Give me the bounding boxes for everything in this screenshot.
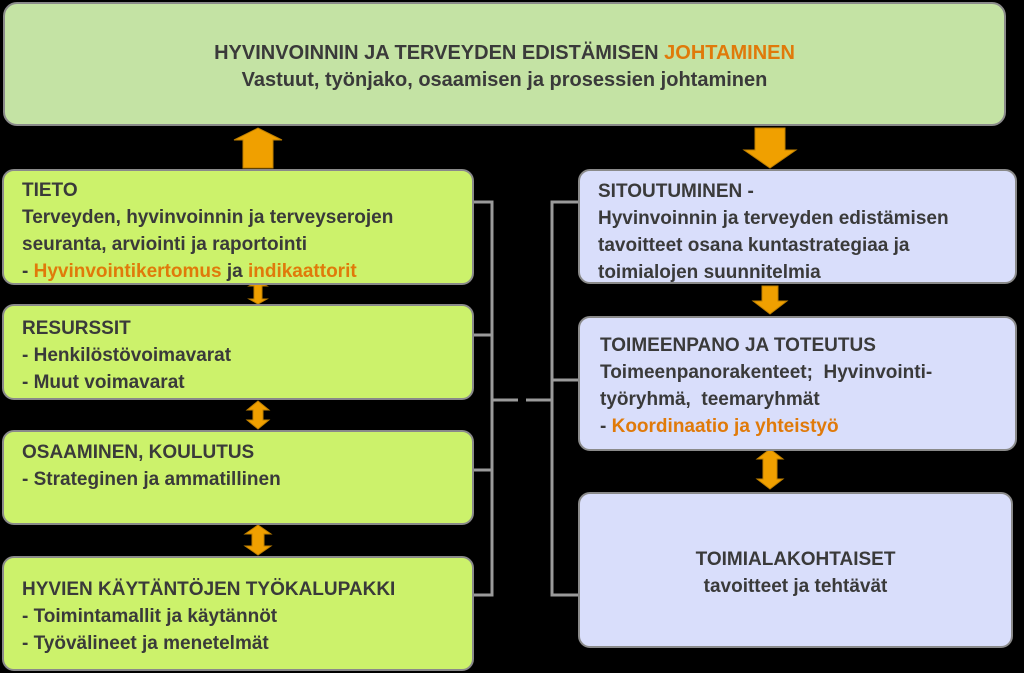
- sitoutuminen-line3: toimialojen suunnitelmia: [598, 262, 821, 283]
- leadership-title-accent: JOHTAMINEN: [664, 42, 795, 64]
- resurssit-item1: - Henkilöstövoimavarat: [22, 345, 232, 366]
- osaaminen-title: OSAAMINEN, KOULUTUS: [22, 442, 255, 463]
- sitoutuminen-title: SITOUTUMINEN -: [598, 181, 754, 202]
- tyokalupakki-box: [2, 556, 474, 671]
- tieto-bullet: [22, 258, 472, 285]
- tyokalupakki-title: HYVIEN KÄYTÄNTÖJEN TYÖKALUPAKKI: [22, 579, 396, 600]
- leadership-subtitle: Vastuut, työnjako, osaamisen ja prosessien johtaminen: [241, 69, 768, 91]
- arrow-toimeenpano-toimialakohtaiset: [757, 449, 783, 489]
- toimeenpano-koordinaatio: Koordinaatio ja yhteistyö: [611, 416, 839, 437]
- leadership-title: [5, 40, 1004, 67]
- toimeenpano-line2: työryhmä, teemaryhmät: [600, 389, 820, 410]
- tieto-hyvinvointikertomus: Hyvinvointikertomus: [33, 261, 222, 282]
- toimialakohtaiset-subtitle: tavoitteet ja tehtävät: [703, 576, 888, 597]
- tieto-line1: Terveyden, hyvinvoinnin ja terveyserojen: [22, 207, 394, 228]
- resurssit-title: RESURSSIT: [22, 318, 131, 339]
- toimeenpano-box: [578, 316, 1017, 451]
- resurssit-box: [2, 304, 474, 400]
- toimialakohtaiset-title: TOIMIALAKOHTAISET: [695, 549, 896, 570]
- leadership-title-main: HYVINVOINNIN JA TERVEYDEN EDISTÄMISEN: [214, 42, 659, 64]
- sitoutuminen-line2: tavoitteet osana kuntastrategiaa ja: [598, 235, 910, 256]
- osaaminen-item1: - Strateginen ja ammatillinen: [22, 469, 281, 490]
- toimeenpano-line1: Toimeenpanorakenteet; Hyvinvointi-: [600, 362, 933, 383]
- arrow-down-to-sitoutuminen: [744, 128, 796, 168]
- tieto-bullet-prefix: -: [22, 261, 34, 282]
- toimeenpano-bullet-prefix: -: [600, 416, 612, 437]
- tieto-title: TIETO: [22, 180, 78, 201]
- tyokalupakki-item1: - Toimintamallit ja käytännöt: [22, 606, 278, 627]
- tieto-box: [2, 169, 474, 285]
- left-bracket: [474, 202, 518, 595]
- osaaminen-box: [2, 430, 474, 525]
- arrow-osaaminen-tyokalupakki: [245, 525, 271, 555]
- leadership-box: [3, 2, 1006, 126]
- tieto-bullet-mid: ja: [221, 261, 248, 282]
- right-bracket: [526, 202, 578, 595]
- tieto-line2: seuranta, arviointi ja raportointi: [22, 234, 308, 255]
- tieto-indikaattorit: indikaattorit: [247, 261, 357, 282]
- tyokalupakki-item2: - Työvälineet ja menetelmät: [22, 633, 269, 654]
- toimeenpano-bullet: [600, 413, 1015, 440]
- arrow-resurssit-osaaminen: [247, 401, 269, 429]
- sitoutuminen-line1: Hyvinvoinnin ja terveyden edistämisen: [598, 208, 949, 229]
- toimeenpano-title: TOIMEENPANO JA TOTEUTUS: [600, 335, 876, 356]
- sitoutuminen-box: [578, 169, 1017, 284]
- toimialakohtaiset-box: [578, 492, 1013, 648]
- arrow-sitoutuminen-toimeenpano: [753, 286, 787, 314]
- arrow-up-to-top: [234, 128, 282, 168]
- resurssit-item2: - Muut voimavarat: [22, 372, 185, 393]
